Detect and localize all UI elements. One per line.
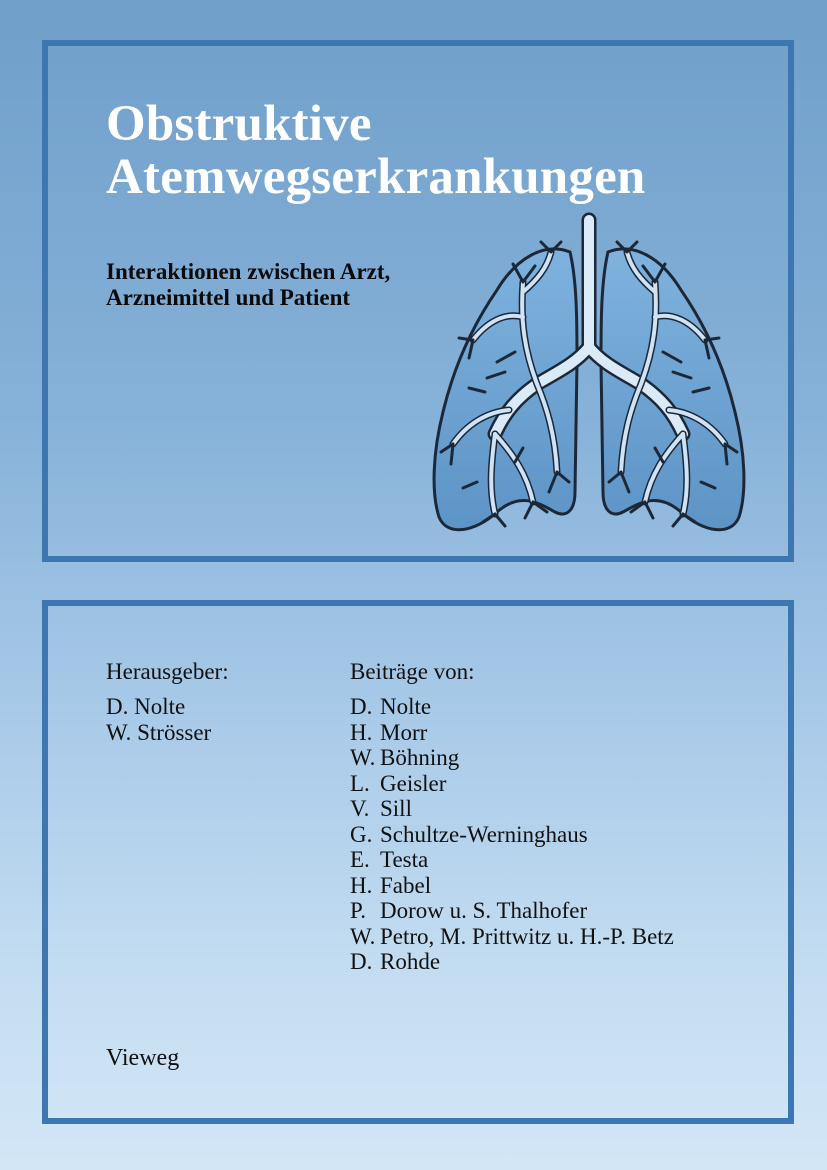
publisher-name: Vieweg — [106, 1045, 180, 1071]
contributor-entry — [350, 720, 674, 746]
contributor-initial: D. — [350, 949, 373, 974]
contributor-name: Testa — [380, 847, 429, 872]
contributor-name: Petro, M. Prittwitz u. H.-P. Betz — [380, 923, 674, 949]
book-title — [106, 98, 645, 204]
contributor-entry — [350, 924, 674, 950]
contributors-list — [350, 694, 674, 975]
contributor-name: Böhning — [380, 745, 460, 770]
book-subtitle — [106, 259, 390, 311]
lungs-illustration — [425, 212, 753, 542]
contributor-initial: W. — [350, 745, 376, 770]
editors-list — [106, 694, 211, 745]
subtitle-line-2: Arzneimittel und Patient — [106, 285, 351, 310]
contributor-initial: V. — [350, 796, 370, 821]
editors-heading: Herausgeber: — [106, 659, 229, 684]
contributor-entry — [350, 694, 674, 720]
subtitle-line-1: Interaktionen zwischen Arzt, — [106, 259, 391, 284]
right-lung-lobe — [601, 249, 744, 530]
contributor-name: Fabel — [380, 872, 432, 898]
contributor-initial: H. — [350, 719, 373, 745]
contributor-initial: E. — [350, 847, 370, 872]
contributor-entry — [350, 771, 674, 797]
contributor-entry — [350, 898, 674, 924]
contributor-initial: G. — [350, 821, 373, 847]
editor-name: D. Nolte — [106, 694, 186, 719]
contributor-name: Geisler — [380, 770, 447, 796]
contributor-entry — [350, 847, 674, 873]
editor-name: W. Strösser — [106, 719, 212, 745]
title-line-2: Atemwegserkrankungen — [106, 149, 646, 205]
contributor-name: Morr — [380, 719, 428, 745]
contributor-initial: P. — [350, 898, 366, 923]
contributor-entry — [350, 796, 674, 822]
contributors-heading: Beiträge von: — [350, 659, 475, 684]
contributor-name: Dorow u. S. Thalhofer — [380, 898, 588, 923]
contributor-initial: D. — [350, 694, 373, 719]
contributor-name: Schultze-Werninghaus — [380, 821, 588, 847]
contributor-name: Nolte — [380, 694, 432, 719]
contributor-initial: L. — [350, 770, 370, 796]
contributor-entry — [350, 873, 674, 899]
contributor-entry — [350, 822, 674, 848]
left-lung-lobe — [434, 249, 577, 530]
contributor-initial: W. — [350, 923, 376, 949]
title-line-1: Obstruktive — [106, 96, 372, 152]
contributor-entry — [350, 949, 674, 975]
contributor-initial: H. — [350, 872, 373, 898]
contributor-entry — [350, 745, 674, 771]
contributor-name: Rohde — [380, 949, 441, 974]
contributor-name: Sill — [380, 796, 412, 821]
